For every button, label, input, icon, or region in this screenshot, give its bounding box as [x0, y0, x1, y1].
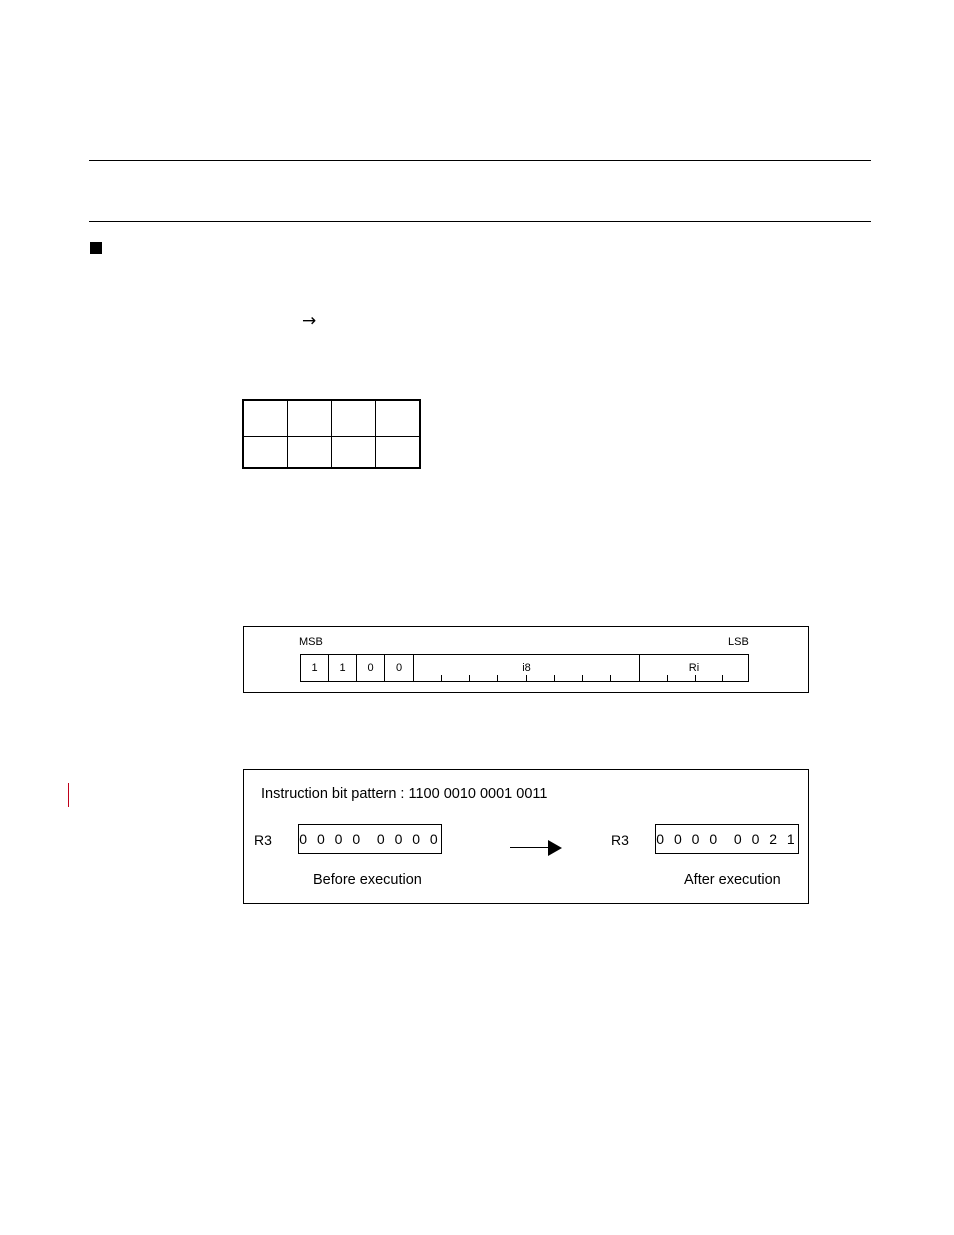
- lsb-label: LSB: [728, 636, 749, 648]
- ri-label: Ri: [688, 662, 700, 674]
- bit-tick: [667, 675, 668, 681]
- flag-value-cell: [243, 437, 288, 469]
- operation-arrow-icon: →: [302, 311, 317, 331]
- bit-tick: [526, 675, 527, 681]
- msb-label: MSB: [299, 636, 323, 648]
- bit-tick: [497, 675, 498, 681]
- flag-change-table: [242, 399, 421, 469]
- bit-tick: [582, 675, 583, 681]
- opcode-bit: 1: [301, 655, 329, 681]
- flag-header-cell: [376, 400, 421, 437]
- execution-arrow-line: [510, 847, 550, 848]
- bit-tick: [610, 675, 611, 681]
- bit-tick: [695, 675, 696, 681]
- bit-tick: [469, 675, 470, 681]
- execution-arrow-icon: [548, 840, 562, 856]
- bit-tick: [554, 675, 555, 681]
- flag-header-cell: [332, 400, 376, 437]
- section-bullet-icon: [90, 242, 102, 254]
- flag-header-cell: [243, 400, 288, 437]
- after-register-value: 0 0 0 0 0 0 2 1: [655, 824, 799, 854]
- flag-value-cell: [288, 437, 332, 469]
- bit-tick: [722, 675, 723, 681]
- ri-field: [640, 655, 748, 681]
- instruction-bit-field: [300, 654, 749, 682]
- after-register-label: R3: [611, 832, 629, 848]
- before-register-value: 0 0 0 0 0 0 0 0: [298, 824, 442, 854]
- before-register-label: R3: [254, 832, 272, 848]
- header-rule-bottom: [89, 221, 871, 222]
- revision-change-bar: [68, 783, 69, 807]
- before-execution-caption: Before execution: [313, 872, 422, 888]
- flag-value-cell: [376, 437, 421, 469]
- flag-header-cell: [288, 400, 332, 437]
- opcode-bit: 0: [357, 655, 385, 681]
- opcode-bit: 0: [385, 655, 414, 681]
- i8-label: i8: [522, 662, 531, 674]
- bit-pattern-text: Instruction bit pattern : 1100 0010 0001 0011: [261, 786, 548, 802]
- header-rule-top: [89, 160, 871, 161]
- i8-field: [414, 655, 640, 681]
- flag-value-cell: [332, 437, 376, 469]
- after-execution-caption: After execution: [684, 872, 781, 888]
- bit-tick: [441, 675, 442, 681]
- opcode-bit: 1: [329, 655, 357, 681]
